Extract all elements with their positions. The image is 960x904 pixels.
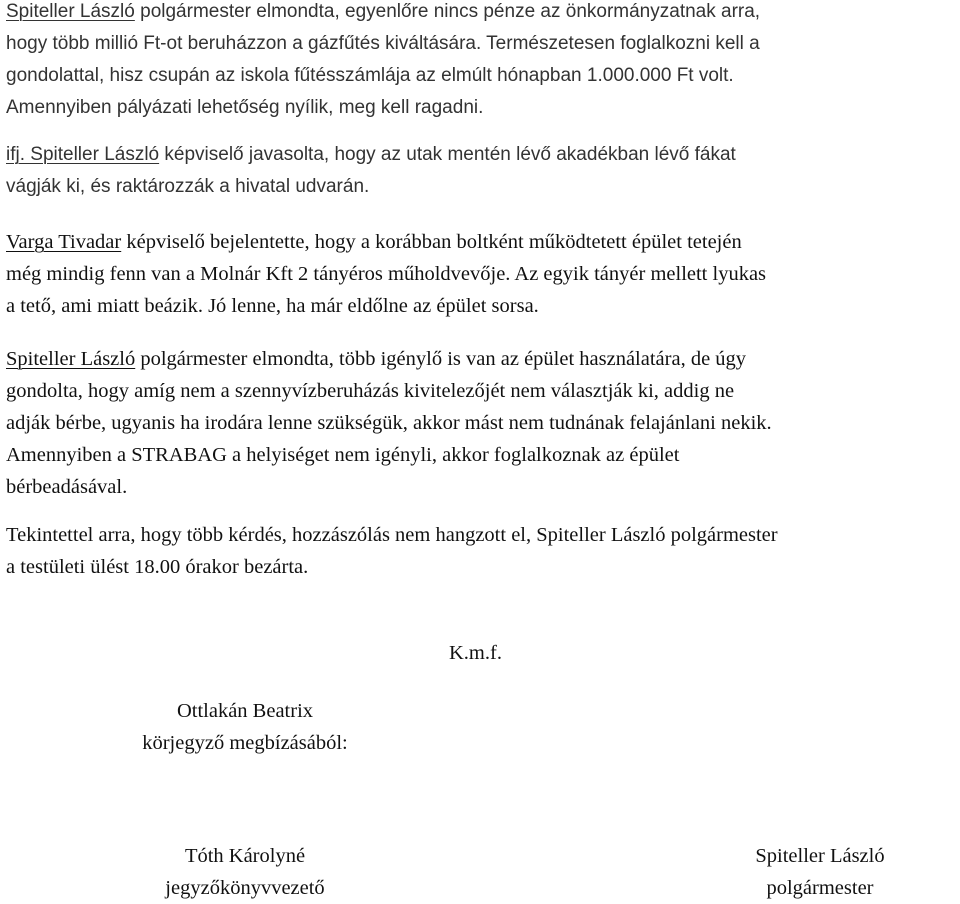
text-line xyxy=(6,551,956,583)
text-line xyxy=(6,92,956,124)
speaker-name: Spiteller László xyxy=(6,1,135,22)
certifier-role: körjegyző megbízásából: xyxy=(142,732,348,754)
text-line xyxy=(6,290,956,322)
speaker-name: Varga Tivadar xyxy=(6,231,122,253)
speaker-name: ifj. Spiteller László xyxy=(6,144,160,165)
certifier-name: Ottlakán Beatrix xyxy=(176,700,314,722)
text-line xyxy=(6,343,956,375)
paragraph-ifj-spiteller xyxy=(6,139,956,203)
text-line xyxy=(6,519,956,551)
line-text: gondolta, hogy amíg nem a szennyvízberuházás kivitelezőjét nem választják ki, addig ne xyxy=(6,380,735,402)
signature-mayor xyxy=(710,840,930,904)
text-line xyxy=(6,375,956,407)
line-text: Amennyiben pályázati lehetőség nyílik, meg kell ragadni. xyxy=(6,97,484,118)
signature-recorder xyxy=(120,840,370,904)
line-text: a tető, ami miatt beázik. Jó lenne, ha már eldőlne az épület sorsa. xyxy=(6,295,539,317)
text-line xyxy=(6,439,956,471)
signatory-name: Tóth Károlyné xyxy=(184,845,306,867)
paragraph-closing xyxy=(6,519,956,583)
text-line xyxy=(6,0,956,28)
line-text: képviselő javasolta, hogy az utak mentén lévő akadékban lévő fákat xyxy=(159,144,736,165)
signatory-role: jegyzőkönyvvezető xyxy=(165,877,325,899)
signatory-name: Spiteller László xyxy=(755,845,885,867)
text-line xyxy=(6,226,956,258)
kmf-label: K.m.f. xyxy=(449,642,502,664)
text-line xyxy=(6,258,956,290)
line-text: polgármester elmondta, egyenlőre nincs pénze az önkormányzatnak arra, xyxy=(134,1,761,22)
paragraph-varga-tivadar xyxy=(6,226,956,322)
line-text: képviselő bejelentette, hogy a korábban boltként működtetett épület tetején xyxy=(121,231,742,253)
line-text: adják bérbe, ugyanis ha irodára lenne szükségük, akkor mást nem tudnának felajánlani nekik. xyxy=(6,412,772,434)
text-line xyxy=(6,139,956,171)
text-line xyxy=(6,171,956,203)
line-text: vágják ki, és raktározzák a hivatal udvarán. xyxy=(6,176,370,197)
text-line xyxy=(6,60,956,92)
line-text: Tekintettel arra, hogy több kérdés, hozzászólás nem hangzott el, Spiteller László polgármester xyxy=(6,524,778,546)
text-line xyxy=(6,407,956,439)
line-text: még mindig fenn van a Molnár Kft 2 tányéros műholdvevője. Az egyik tányér mellett lyukas xyxy=(6,263,767,285)
speaker-name: Spiteller László xyxy=(6,348,136,370)
text-line xyxy=(6,471,956,503)
text-line xyxy=(6,28,956,60)
line-text: polgármester elmondta, több igénylő is van az épület használatára, de úgy xyxy=(135,348,747,370)
line-text: a testületi ülést 18.00 órakor bezárta. xyxy=(6,556,309,578)
line-text: hogy több millió Ft-ot beruházzon a gázfűtés kiváltására. Természetesen foglalkozni kell a xyxy=(6,33,760,54)
line-text: Amennyiben a STRABAG a helyiséget nem igényli, akkor foglalkoznak az épület xyxy=(6,444,680,466)
paragraph-mayor-building xyxy=(6,343,956,503)
line-text: gondolattal, hisz csupán az iskola fűtésszámlája az elmúlt hónapban 1.000.000 Ft volt. xyxy=(6,65,734,86)
paragraph-mayor-heating xyxy=(6,0,956,124)
certifier-block xyxy=(100,695,390,759)
line-text: bérbeadásával. xyxy=(6,476,128,498)
signatory-role: polgármester xyxy=(766,877,874,899)
